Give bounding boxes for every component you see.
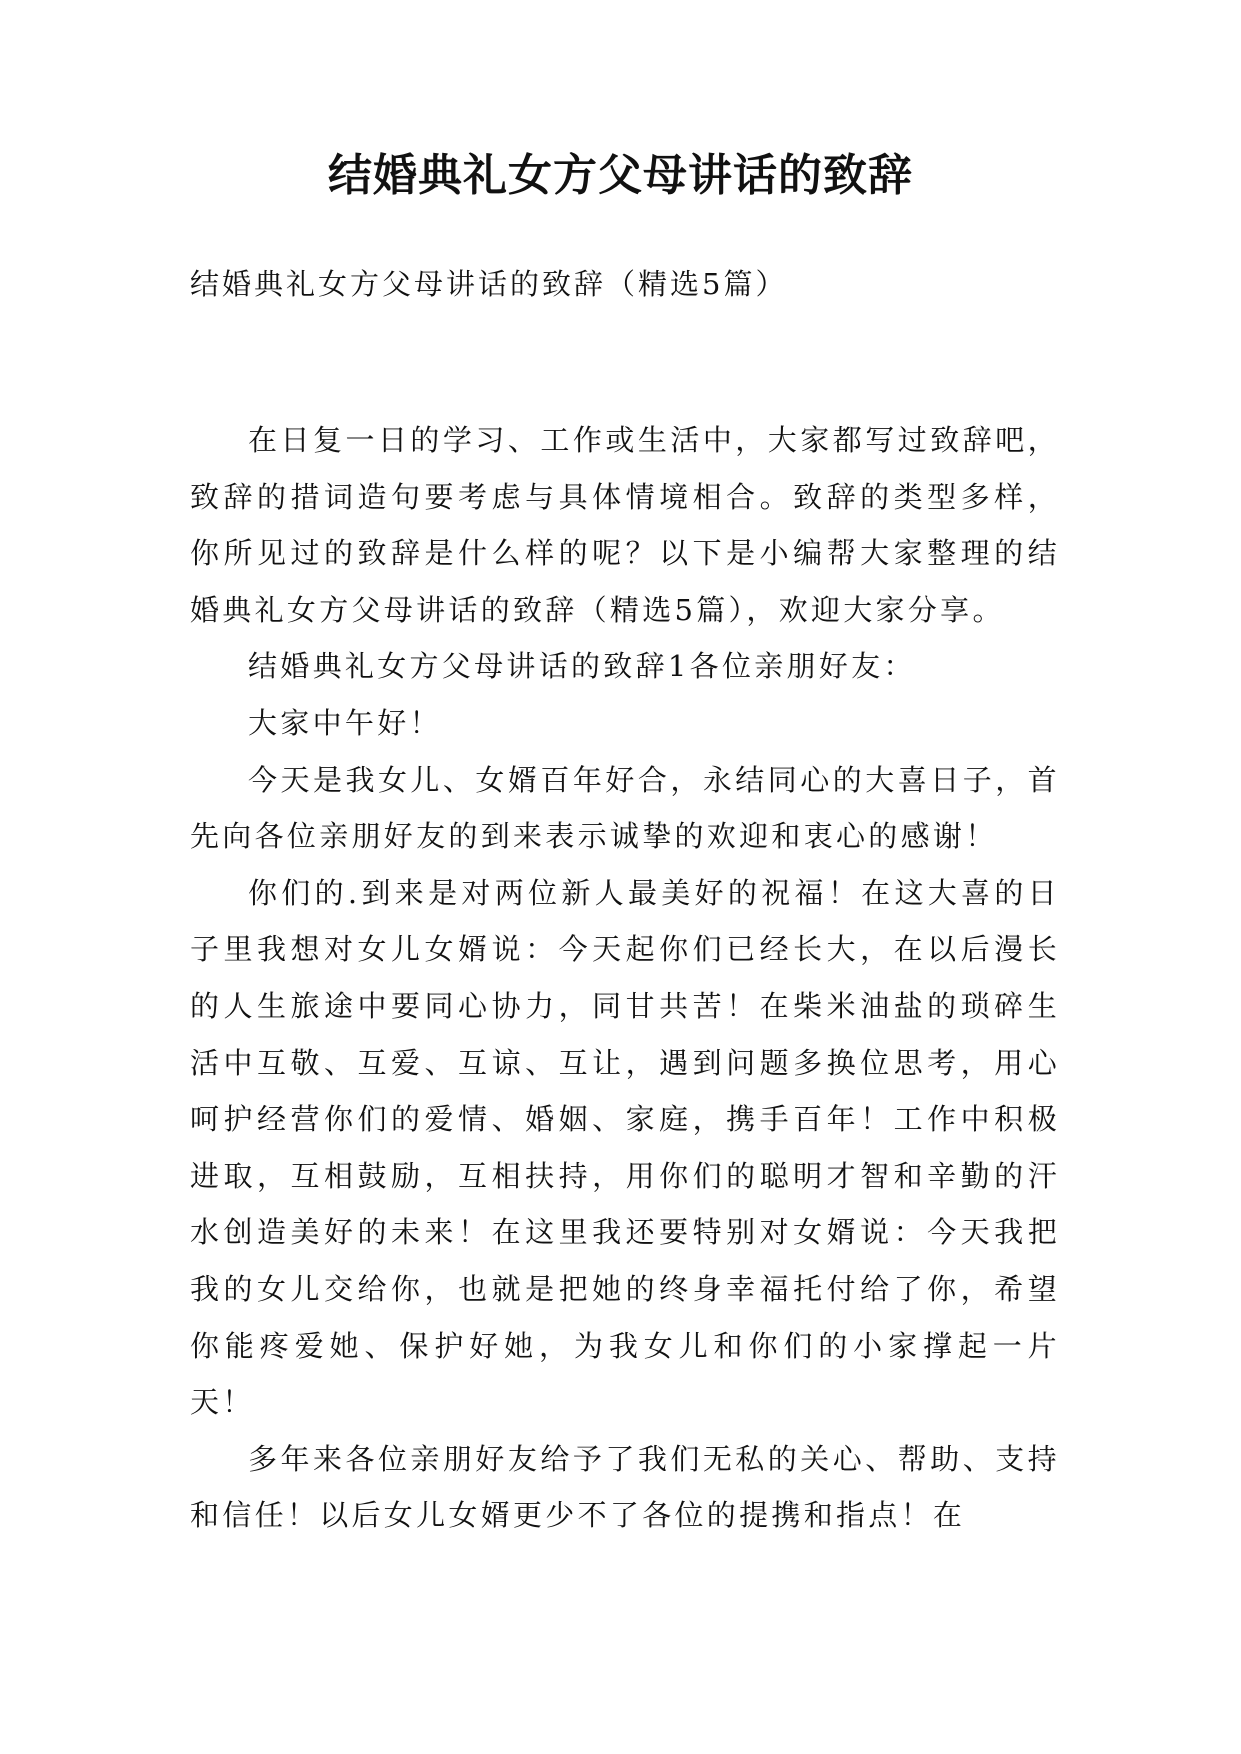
paragraph-thanks: 多年来各位亲朋好友给予了我们无私的关心、帮助、支持和信任！以后女儿女婿更少不了各位的提携和指点！在 <box>190 1441 1060 1533</box>
paragraph-welcome: 今天是我女儿、女婿百年好合，永结同心的大喜日子，首先向各位亲朋好友的到来表示诚挚的欢迎和衷心的感谢！ <box>190 762 1060 854</box>
document-body <box>190 412 1060 1544</box>
paragraph-intro: 在日复一日的学习、工作或生活中，大家都写过致辞吧，致辞的措词造句要考虑与具体情境相合。致辞的类型多样，你所见过的致辞是什么样的呢？以下是小编帮大家整理的结婚典礼女方父母讲话的致辞（精选5篇），欢迎大家分享。 <box>190 423 1060 627</box>
paragraph-speech-heading: 结婚典礼女方父母讲话的致辞1各位亲朋好友： <box>248 649 916 684</box>
document-title: 结婚典礼女方父母讲话的致辞 <box>328 150 913 201</box>
paragraph-blessing: 你们的.到来是对两位新人最美好的祝福！在这大喜的日子里我想对女儿女婿说：今天起你们已经长大，在以后漫长的人生旅途中要同心协力，同甘共苦！在柴米油盐的琐碎生活中互敬、互爱、互谅、互让，遇到问题多换位思考，用心呵护经营你们的爱情、婚姻、家庭，携手百年！工作中积极进取，互相鼓励，互相扶持，用你们的聪明才智和辛勤的汗水创造美好的未来！在这里我还要特别对女婿说：今天我把我的女儿交给你，也就是把她的终身幸福托付给了你，希望你能疼爱她、保护好她，为我女儿和你们的小家撑起一片天！ <box>190 875 1060 1420</box>
document-subtitle: 结婚典礼女方父母讲话的致辞（精选5篇） <box>190 267 788 301</box>
paragraph-greeting: 大家中午好！ <box>248 705 442 740</box>
